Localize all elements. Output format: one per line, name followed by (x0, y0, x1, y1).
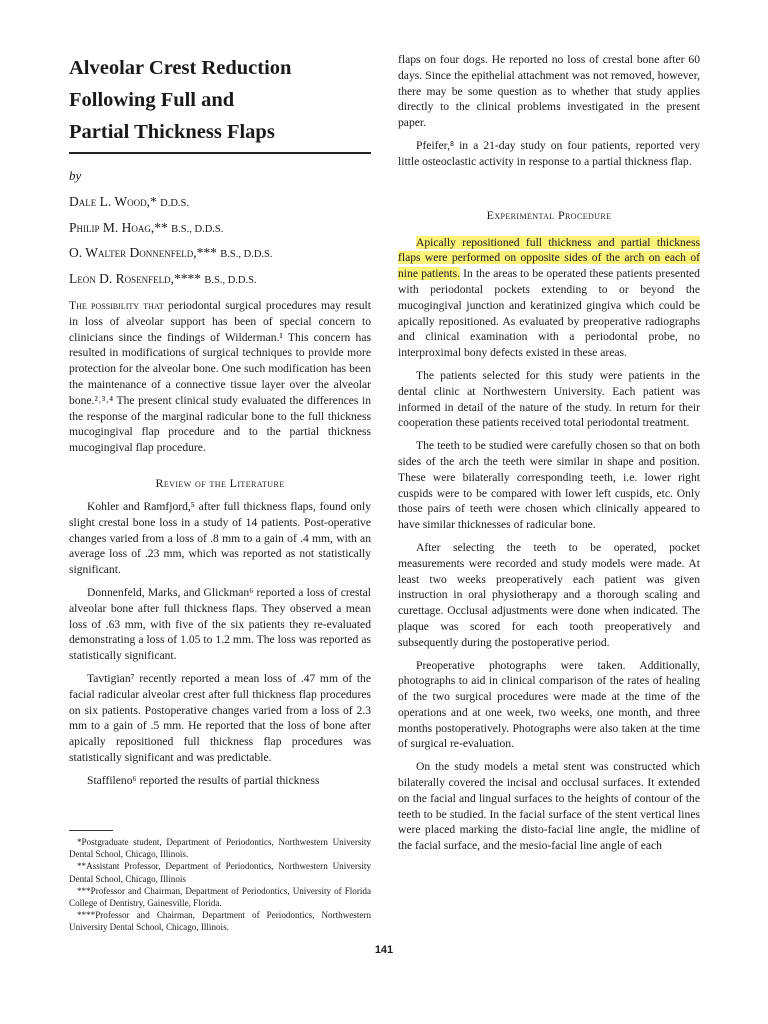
byline-by: by (69, 168, 82, 183)
author (69, 267, 371, 293)
author-degrees: B.S., D.D.S. (204, 274, 257, 286)
author (69, 241, 371, 267)
procedure-paragraph: On the study models a metal stent was constructed which bilaterally covered the incisal and occlusal surfaces. It extended on the facial and lingual surfaces to the heights of contour of the teeth to be studied. In the facial surface of the stent vertical lines were placed marking the disto-facial line angle, the midline of the facial surface, and the mesio-facial line angle of each (398, 760, 700, 853)
right-column (398, 52, 700, 854)
footnotes (69, 836, 371, 934)
author-degrees: D.D.S. (160, 198, 190, 209)
highlighted-text: Apically repositioned full thickness and partial thickness flaps were performed on opposite sides of the arch on each of nine patients. (398, 235, 700, 281)
procedure-text: In the areas to be operated these patients presented with periodontal pockets extending to or beyond the mucogingival junction and keratinized gingiva which could be apically repositioned. As evaluated by preoperative radiographs and clinical examination with a periodontal probe, no interproximal bony defects existed in these areas. (398, 267, 700, 360)
title-line: Partial Thickness Flaps (69, 121, 275, 143)
article-title (69, 52, 371, 148)
intro-lead: The possibility that (69, 299, 164, 312)
title-line: Following Full and (69, 89, 235, 111)
title-divider (69, 152, 371, 154)
procedure-paragraph: The patients selected for this study were patients in the dental clinic at Northwestern University. Each patient was informed in detail of the nature of the study. In return for their cooperation these patients received total periodontal treatment. (398, 368, 700, 430)
author (69, 216, 371, 242)
review-heading: Review of the Literature (155, 475, 285, 490)
intro-paragraph (69, 298, 371, 456)
review-paragraph: Pfeifer,⁸ in a 21-day study on four patients, reported very little osteoclastic activity in response to a partial thickness flap. (398, 138, 700, 168)
footnote: **Assistant Professor, Department of Periodontics, Northwestern University Dental School, Chicago, Illinois (69, 861, 371, 884)
procedure-heading: Experimental Procedure (486, 207, 612, 222)
footnote: ****Professor and Chairman, Department of Periodontics, Northwestern University Dental School, Chicago, Illinois. (69, 910, 371, 933)
page-number: 141 (374, 944, 394, 956)
author-degrees: B.S., D.D.S. (171, 223, 224, 235)
left-column (69, 298, 371, 789)
procedure-paragraph: The teeth to be studied were carefully chosen so that on both sides of the arch the teeth were similar in shape and position. These were bilaterally corresponding teeth, i.e. lower right cuspids were to be compared with lower left cuspids, etc. Only those pairs of teeth were chosen which clinically appeared to have similar thicknesses of radicular bone. (398, 439, 700, 532)
review-paragraph: Kohler and Ramfjord,⁵ after full thickness flaps, found only slight crestal bone loss in a study of 14 patients. Post-operative changes varied from a loss of .8 mm to a gain of .4 mm, with an average loss of .23 mm, which was reported as not statistically significant. (69, 499, 371, 577)
procedure-paragraph (398, 235, 700, 361)
title-line: Alveolar Crest Reduction (69, 57, 292, 79)
author-degrees: B.S., D.D.S. (220, 249, 273, 260)
author-list (69, 190, 371, 292)
author-name: O. Walter Donnenfeld,*** (69, 245, 217, 260)
review-paragraph: flaps on four dogs. He reported no loss of crestal bone after 60 days. Since the epithelial attachment was not removed, however, there may be some question as to whether that study applies directly to the clinical problems investigated in the present paper. (398, 53, 700, 130)
review-paragraph: Staffileno⁶ reported the results of partial thickness (87, 773, 320, 787)
review-paragraph: Tavtigian⁷ recently reported a mean loss of .47 mm of the facial radicular alveolar crest after full thickness flap procedures on six patients. Postoperative changes varied from a loss of 2.3 mm to a gain of .5 mm. He reported that the loss of bone after apically repositioned full thickness flap procedures was statistically significant and was predictable. (69, 671, 371, 764)
procedure-paragraph: After selecting the teeth to be operated, pocket measurements were recorded and study models were made. At least two weeks preoperatively each patient was given instruction in oral physiotherapy and a thorough scaling and curettage. Occlusal adjustments were done when indicated. The plaque was scored for each tooth preoperatively and subsequently during the postoperative period. (398, 540, 700, 649)
author-name: Philip M. Hoag,** (69, 219, 168, 235)
intro-text: periodontal surgical procedures may result in loss of alveolar support has been of special concern to clinicians since the findings of Wilderman.¹ This concern has resulted in modifications of surgical techniques to provide more protection for the alveolar bone. One such modification has been the maintenance of a connective tissue layer over the alveolar bone.²˒³˒⁴ The present clinical study evaluated the differences in the response of the marginal radicular bone to the full thickness mucogingival flap procedure and to the partial thickness mucogingival flap procedure. (69, 299, 371, 455)
footnote-divider (69, 830, 113, 831)
author-name: Leon D. Rosenfeld,**** (69, 270, 201, 286)
author (69, 190, 371, 216)
footnote: ***Professor and Chairman, Department of Periodontics, University of Florida College of Dentistry, Gainesville, Florida. (69, 885, 371, 909)
procedure-paragraph: Preoperative photographs were taken. Additionally, photographs to aid in clinical comparison of the rates of healing of the two surgical procedures were made at the time of the operations and at one week, two weeks, one month, and three months postoperatively. Photographs were also taken at the time of surgical re-evaluation. (398, 658, 700, 751)
review-paragraph: Donnenfeld, Marks, and Glickman⁶ reported a loss of crestal alveolar bone after full thickness flaps. They observed a mean loss of .63 mm, with five of the six patients they re-evaluated demonstrating a loss of 1.05 to 1.2 mm. The loss was reported as statistically significant. (69, 585, 371, 663)
footnote: *Postgraduate student, Department of Periodontics, Northwestern University Dental School, Chicago, Illinois. (69, 837, 371, 860)
author-name: Dale L. Wood,* (69, 194, 157, 209)
